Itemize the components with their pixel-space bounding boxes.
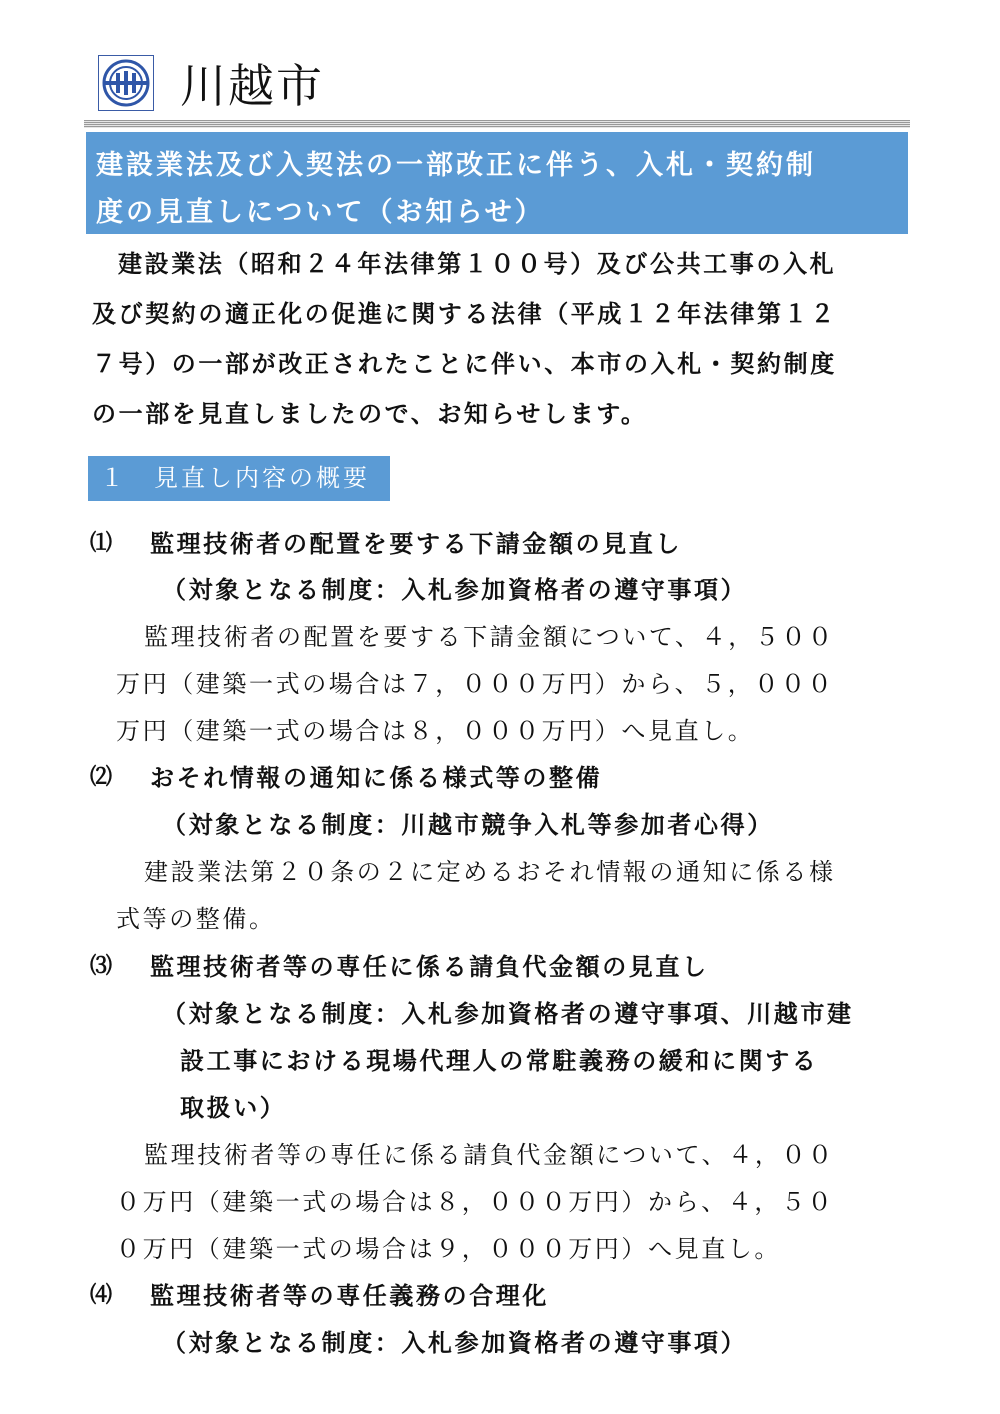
item-1-body-2: 万円（建築一式の場合は７，０００万円）から、５，０００ — [116, 670, 835, 698]
section-1-heading: １ 見直し内容の概要 — [88, 456, 390, 501]
item-1-heading: 監理技術者の配置を要する下請金額の見直し — [150, 530, 682, 558]
item-1-number: ⑴ — [90, 531, 113, 556]
item-2-number: ⑵ — [90, 765, 113, 790]
item-3-target-3: 取扱い） — [180, 1094, 287, 1122]
city-name-heading: 川越市 — [180, 59, 324, 113]
item-4-heading: 監理技術者等の専任義務の合理化 — [150, 1282, 549, 1310]
item-2-body-2: 式等の整備。 — [116, 905, 276, 933]
item-4-number: ⑷ — [90, 1283, 113, 1308]
title-line-1: 建設業法及び入契法の一部改正に伴う、入札・契約制 — [96, 150, 816, 181]
intro-line-4: の一部を見直しましたので、お知らせします。 — [92, 400, 648, 428]
item-3-heading: 監理技術者等の専任に係る請負代金額の見直し — [150, 953, 709, 981]
item-3-number: ⑶ — [90, 954, 113, 979]
city-emblem-logo — [98, 55, 154, 111]
title-line-2: 度の見直しについて（お知らせ） — [96, 197, 545, 228]
item-1-body-1: 監理技術者の配置を要する下請金額について、４，５００ — [144, 623, 835, 651]
item-3-target-2: 設工事における現場代理人の常駐義務の緩和に関する — [180, 1047, 819, 1075]
item-3-body-1: 監理技術者等の専任に係る請負代金額について、４，００ — [144, 1141, 835, 1169]
item-1-body-3: 万円（建築一式の場合は８，０００万円）へ見直し。 — [116, 717, 755, 745]
intro-line-2: 及び契約の適正化の促進に関する法律（平成１２年法律第１２ — [92, 300, 837, 328]
item-3-body-2: ０万円（建築一式の場合は８，０００万円）から、４，５０ — [116, 1188, 835, 1216]
item-2-body-1: 建設業法第２０条の２に定めるおそれ情報の通知に係る様 — [144, 858, 836, 886]
item-2-heading: おそれ情報の通知に係る様式等の整備 — [150, 764, 603, 792]
notice-title-banner — [86, 132, 908, 234]
item-2-target: （対象となる制度：川越市競争入札等参加者心得） — [162, 811, 774, 839]
intro-line-1: 建設業法（昭和２４年法律第１００号）及び公共工事の入札 — [118, 250, 837, 278]
item-1-target: （対象となる制度：入札参加資格者の遵守事項） — [162, 576, 748, 604]
item-3-target-1: （対象となる制度：入札参加資格者の遵守事項、川越市建 — [162, 1000, 854, 1028]
header-divider — [84, 120, 910, 128]
item-3-body-3: ０万円（建築一式の場合は９，０００万円）へ見直し。 — [116, 1235, 781, 1263]
item-4-target: （対象となる制度：入札参加資格者の遵守事項） — [162, 1329, 748, 1357]
intro-line-3: ７号）の一部が改正されたことに伴い、本市の入札・契約制度 — [92, 350, 837, 378]
